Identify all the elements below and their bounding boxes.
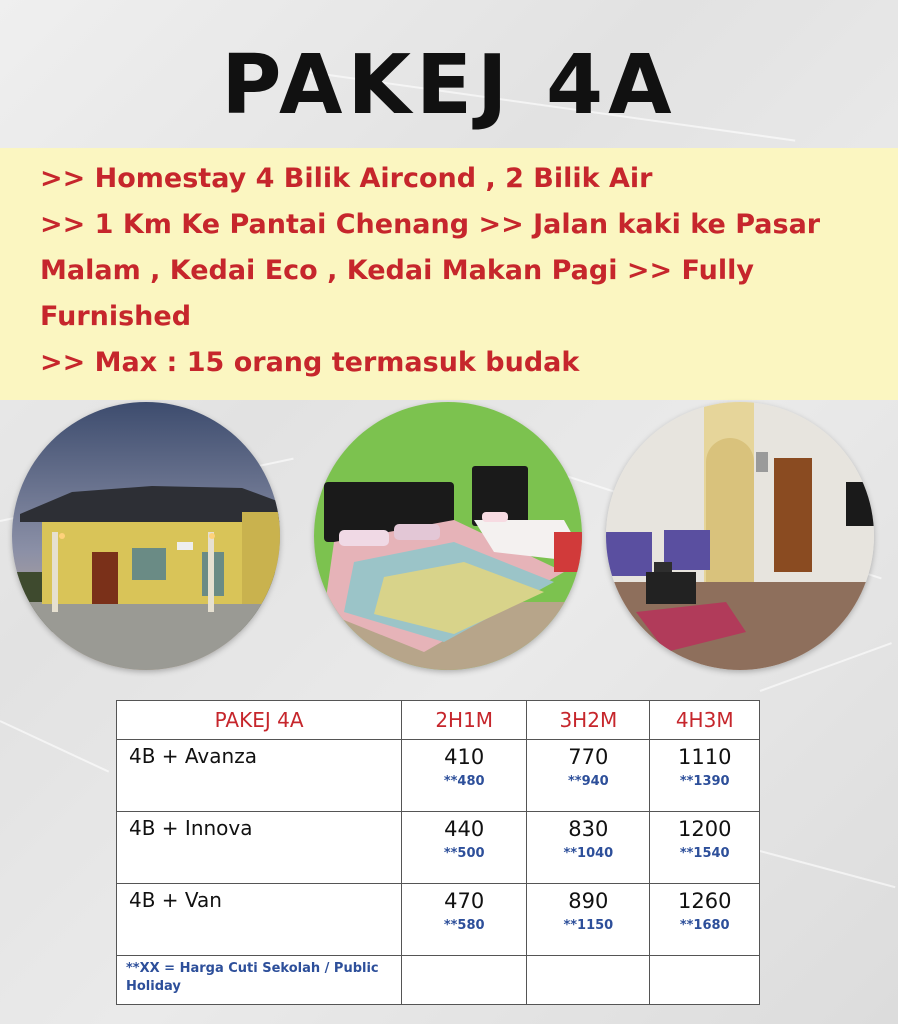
price-holiday: **1540 — [679, 846, 730, 861]
price-cell — [402, 812, 527, 884]
price-cell — [527, 812, 650, 884]
price-holiday: **500 — [443, 846, 485, 861]
empty-cell — [527, 956, 650, 1005]
price-holiday: **1680 — [679, 918, 730, 933]
price-cell — [650, 812, 760, 884]
price-cell — [527, 884, 650, 956]
price-cell — [650, 884, 760, 956]
price-normal: 770 — [568, 745, 609, 769]
table-header-row — [117, 701, 760, 740]
price-cell — [650, 740, 760, 812]
marble-vein — [0, 720, 109, 773]
price-cell — [402, 884, 527, 956]
header-3h2m: 3H2M — [527, 701, 650, 740]
footnote-row — [117, 956, 760, 1005]
table-row — [117, 884, 760, 956]
living-room-photo — [606, 402, 874, 670]
price-holiday: **1390 — [679, 774, 730, 789]
price-cell — [527, 740, 650, 812]
empty-cell — [402, 956, 527, 1005]
price-normal: 890 — [568, 889, 609, 913]
price-normal: 440 — [444, 817, 485, 841]
info-line: >> Max : 15 orang termasuk budak — [40, 347, 580, 378]
info-line: Furnished — [40, 301, 192, 332]
price-holiday: **1040 — [563, 846, 614, 861]
price-normal: 1260 — [677, 889, 732, 913]
info-box — [0, 148, 898, 400]
marble-vein — [760, 850, 896, 888]
table-row — [117, 740, 760, 812]
header-4h3m: 4H3M — [650, 701, 760, 740]
table-row — [117, 812, 760, 884]
header-2h1m: 2H1M — [402, 701, 527, 740]
price-holiday: **580 — [443, 918, 485, 933]
info-line: >> Homestay 4 Bilik Aircond , 2 Bilik Air — [40, 163, 653, 194]
price-table — [116, 700, 760, 1005]
price-normal: 470 — [444, 889, 485, 913]
price-holiday: **1150 — [563, 918, 614, 933]
info-line: Malam , Kedai Eco , Kedai Makan Pagi >> Fully — [40, 255, 754, 286]
header-package: PAKEJ 4A — [117, 701, 402, 740]
price-normal: 410 — [444, 745, 485, 769]
footnote: **XX = Harga Cuti Sekolah / Public Holiday — [126, 961, 379, 994]
price-normal: 830 — [568, 817, 609, 841]
info-line: >> 1 Km Ke Pantai Chenang >> Jalan kaki ke Pasar — [40, 209, 821, 240]
bedroom-photo — [314, 402, 582, 670]
price-cell — [402, 740, 527, 812]
price-holiday: **940 — [567, 774, 609, 789]
price-normal: 1200 — [677, 817, 732, 841]
package-name: 4B + Innova — [117, 812, 402, 884]
house-exterior-photo — [12, 402, 280, 670]
package-name: 4B + Avanza — [117, 740, 402, 812]
page-title: PAKEJ 4A — [221, 38, 677, 133]
price-holiday: **480 — [443, 774, 485, 789]
price-normal: 1110 — [677, 745, 732, 769]
package-name: 4B + Van — [117, 884, 402, 956]
footnote-cell — [117, 956, 402, 1005]
empty-cell — [650, 956, 760, 1005]
